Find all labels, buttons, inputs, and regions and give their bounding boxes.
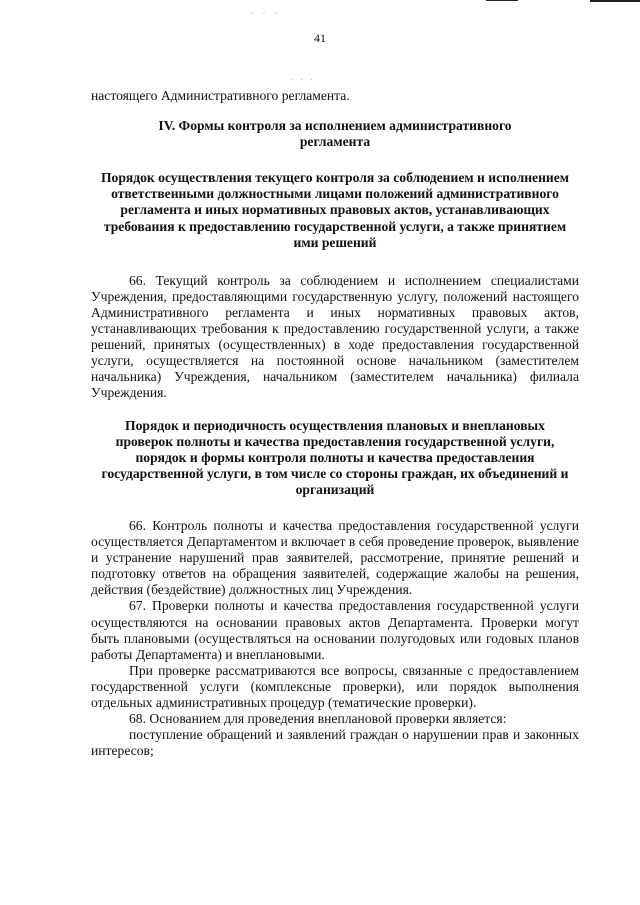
section-title: IV. Формы контроля за исполнением административного регламента (158, 118, 512, 150)
paragraph-66-quality-control: 66. Контроль полноты и качества предоставления государственной услуги осуществляется Департаментом и включает в себя проведение проверок, выявление и устранение нарушений прав заявителей, рассмотрение, принятие решений и подготовку ответов на обращения заявителей, содержащие жалобы на решения, действия (бездействие) должностных лиц Учреждения. (91, 517, 579, 598)
paragraph-67-inspections: 67. Проверки полноты и качества предоставления государственной услуги осуществляются на основании правовых актов Департамента. Проверки могут быть плановыми (осуществляться на основании полугодовых или годовых планов работы Департамента) и внеплановыми. (91, 598, 579, 662)
intro-line: настоящего Административного регламента. (91, 88, 350, 103)
paragraph-68-grounds: 68. Основанием для проведения внеплановой проверки является: (129, 711, 507, 727)
page-number: 41 (314, 31, 326, 45)
document-body (91, 88, 579, 759)
subheading-inspections: Порядок и периодичность осуществления плановых и внеплановых проверок полноты и качества предоставления государственной услуги, порядок и формы контроля полноты и качества предоставления государственной услуги, в том числе со стороны граждан, их объединений и организаций (101, 417, 569, 497)
top-rule-right (590, 0, 640, 2)
scan-specks-2: · · · (290, 76, 316, 84)
paragraph-67-scope: При проверке рассматриваются все вопросы, связанные с предоставлением государственной услуги (комплексные проверки), или порядок выполнения отдельных административных процедур (тематические проверки). (91, 662, 579, 710)
scan-specks: · · · (250, 9, 282, 18)
paragraph-66-current-control: 66. Текущий контроль за соблюдением и исполнением специалистами Учреждения, предоставляющими государственную услугу, положений настоящего Административного регламента и иных нормативных правовых актов, устанавливающих требования к предоставлению государственной услуги, а также решений, принятых (осуществленных) в ходе предоставления государственной услуги, осуществляется на постоянной основе начальником (заместителем начальника) Учреждения, начальником (заместителем начальника) филиала Учреждения. (91, 272, 579, 401)
paragraph-68-item: поступление обращений и заявлений граждан о нарушении прав и законных интересов; (91, 727, 579, 759)
subheading-current-control: Порядок осуществления текущего контроля за соблюдением и исполнением ответственными должностными лицами положений административного регламента и иных нормативных правовых актов, устанавливающих требования к предоставлению государственной услуги, а также принятием ими решений (100, 170, 570, 250)
top-rule-mid (486, 0, 518, 1)
